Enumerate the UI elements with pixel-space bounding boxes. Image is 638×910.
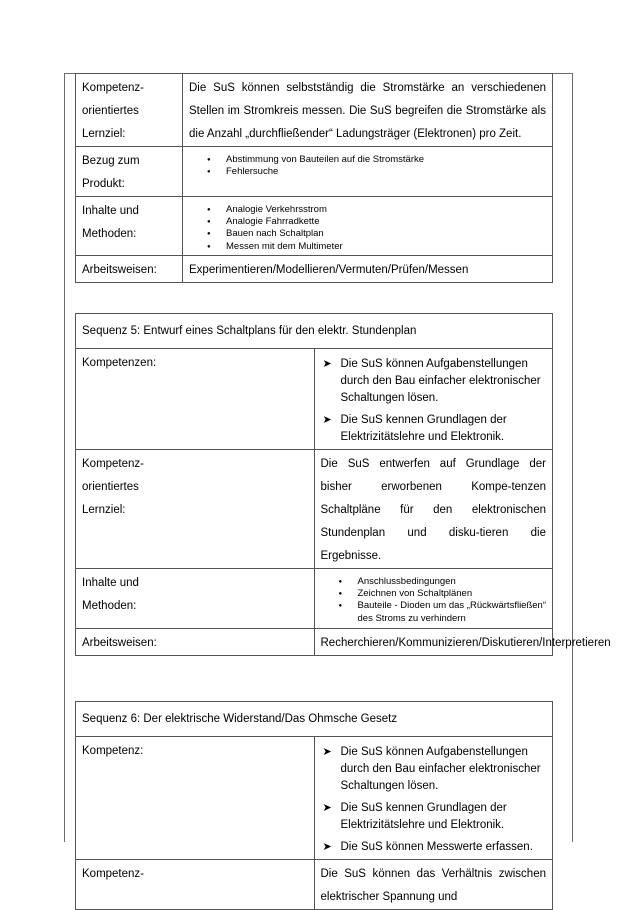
row-label-lernziel: Kompetenz- orientiertes Lernziel:: [76, 74, 183, 147]
row-label-kompetenz-orientiert: Kompetenz-: [76, 860, 315, 910]
row-label-arbeitsweisen: Arbeitsweisen:: [76, 256, 183, 283]
list-item: ● Messen mit dem Multimeter: [226, 241, 546, 253]
row-value-inhalte: [314, 569, 553, 629]
table-sequenz-6: [75, 701, 553, 910]
list-item: ➤ Die SuS können Aufgabenstellungen durch den Bau einfacher elektronischer Schaltungen lösen.: [322, 358, 541, 404]
sequenz-5-title: Sequenz 5: Entwurf eines Schaltplans für den elektr. Stundenplan: [76, 314, 553, 349]
list-item: ● Zeichnen von Schaltplänen: [358, 588, 547, 600]
list-item: ➤ Die SuS können Messwerte erfassen.: [341, 839, 547, 856]
row-value-lernziel: Die SuS entwerfen auf Grundlage der bisher erworbenen Kompe-tenzen Schaltpläne für den elektronischen Stundenplan und disku-tieren die Ergebnisse.: [314, 450, 553, 569]
row-value-bezug: [183, 147, 553, 197]
table-row: [76, 147, 553, 197]
row-value-kompetenz-orientiert: Die SuS können das Verhältnis zwischen elektrischer Spannung und: [314, 860, 553, 910]
row-value-kompetenz: [314, 737, 553, 860]
list-item: ● Bauteile - Dioden um das „Rückwärtsfließen“ des Stroms zu verhindern: [358, 600, 547, 624]
list-item: ➤ Die SuS können Aufgabenstellungen durch den Bau einfacher elektronischer Schaltungen lösen.: [322, 746, 541, 792]
page-frame-right: [572, 73, 573, 842]
list-item: ● Bauen nach Schaltplan: [226, 228, 546, 240]
list-item: ● Analogie Verkehrsstrom: [226, 204, 546, 216]
arrow-bullet-icon: ➤: [322, 841, 332, 853]
sequenz-6-title: Sequenz 6: Der elektrische Widerstand/Das Ohmsche Gesetz: [76, 702, 553, 737]
table-row: [76, 737, 553, 860]
row-label-inhalte: Inhalte und Methoden:: [76, 197, 183, 256]
row-value-lernziel: Die SuS können selbstständig die Stromstärke an verschiedenen Stellen im Stromkreis messen. Die SuS begreifen die Stromstärke als die Anzahl „durchfließender“ Ladungsträger (Elektronen) pro Zeit.: [183, 74, 553, 147]
row-label-lernziel: Kompetenz- orientiertes Lernziel:: [76, 450, 315, 569]
page-frame-left: [64, 73, 65, 842]
table-row: [76, 629, 553, 656]
table-row: [76, 314, 553, 349]
list-item: ● Abstimmung von Bauteilen auf die Stromstärke: [226, 154, 546, 166]
table-row: [76, 569, 553, 629]
row-value-kompetenzen: [314, 349, 553, 450]
row-label-kompetenzen: Kompetenzen:: [76, 349, 315, 450]
arrow-bullet-icon: ➤: [322, 802, 332, 814]
table-row: [76, 256, 553, 283]
table-row: [76, 349, 553, 450]
list-item: ● Fehlersuche: [226, 166, 546, 178]
list-item: ● Anschlussbedingungen: [358, 576, 547, 588]
arrow-bullet-icon: ➤: [322, 358, 332, 370]
row-label-inhalte: Inhalte und Methoden:: [76, 569, 315, 629]
row-value-inhalte: [183, 197, 553, 256]
list-item: ● Analogie Fahrradkette: [226, 216, 546, 228]
table-row: [76, 74, 553, 147]
list-item: ➤ Die SuS kennen Grundlagen der Elektrizitätslehre und Elektronik.: [322, 414, 507, 443]
table-row: [76, 197, 553, 256]
table-row: [76, 860, 553, 910]
table-sequenz-5: [75, 313, 611, 656]
arrow-bullet-icon: ➤: [322, 746, 332, 758]
row-label-kompetenz: Kompetenz:: [76, 737, 315, 860]
row-label-arbeitsweisen: Arbeitsweisen:: [76, 629, 315, 656]
row-value-arbeitsweisen: Recherchieren/Kommunizieren/Diskutieren/Interpretieren: [314, 629, 553, 656]
table-row: [76, 450, 553, 569]
list-item: ➤ Die SuS kennen Grundlagen der Elektrizitätslehre und Elektronik.: [322, 802, 507, 831]
row-label-bezug: Bezug zum Produkt:: [76, 147, 183, 197]
row-value-arbeitsweisen: Experimentieren/Modellieren/Vermuten/Prüfen/Messen: [183, 256, 553, 283]
arrow-bullet-icon: ➤: [322, 414, 332, 426]
table-sequenz-4-continued: [75, 73, 553, 283]
table-row: [76, 702, 553, 737]
